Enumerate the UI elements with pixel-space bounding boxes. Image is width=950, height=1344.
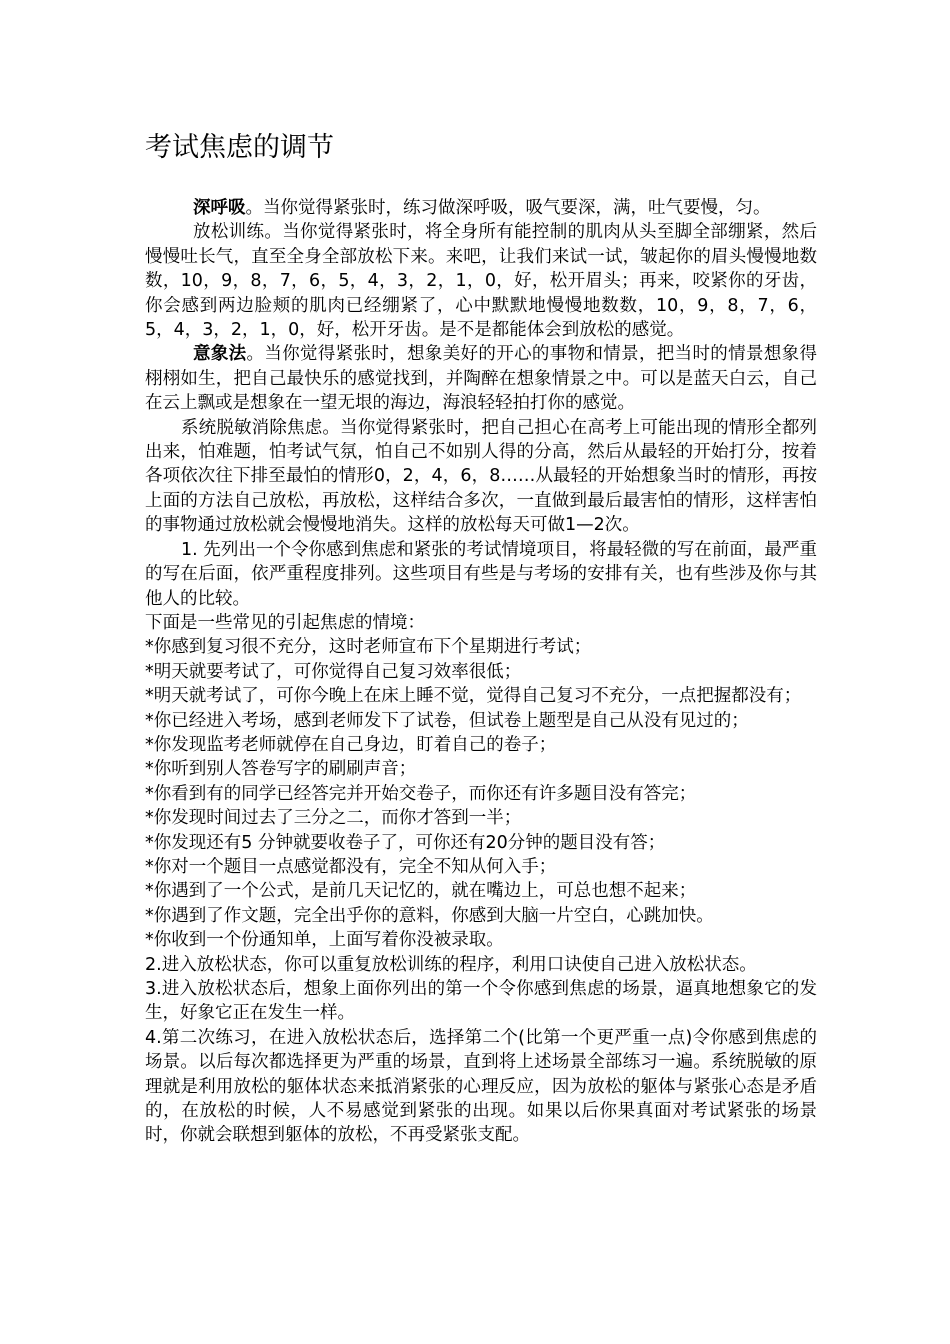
paragraph-step-3: 3.进入放松状态后，想象上面你列出的第一个令你感到焦虑的场景，逼真地想象它的发生，好象它正在发生一样。 [145, 979, 817, 1024]
imagery-heading: 意象法 [193, 344, 247, 365]
deep-breathing-heading: 深呼吸 [193, 198, 246, 218]
document-title: 考试焦虑的调节 [145, 132, 334, 163]
list-item: *你已经进入考场，感到老师发下了试卷，但试卷上题型是自己从没有见过的； [145, 710, 749, 731]
list-item: *你收到一个份通知单，上面写着你没被录取。 [145, 930, 504, 951]
list-item: *你遇到了作文题，完全出乎你的意料，你感到大脑一片空白，心跳加快。 [145, 905, 714, 926]
situation-list [145, 635, 817, 952]
list-item: *明天就要考试了，可你觉得自己复习效率很低； [145, 661, 522, 682]
paragraph-step-1: 1. 先列出一个令你感到焦虑和紧张的考试情境项目，将最轻微的写在前面，最严重的写在后面，依严重程度排列。这些项目有些是与考场的安排有关，也有些涉及你与其他人的比较。 [145, 539, 817, 609]
list-item: *明天就考试了，可你今晚上在床上睡不觉，觉得自己复习不充分，一点把握都没有； [145, 686, 802, 707]
list-item: *你感到复习很不充分，这时老师宣布下个星期进行考试； [145, 637, 592, 658]
paragraph-step-2: 2.进入放松状态，你可以重复放松训练的程序，利用口诀使自己进入放松状态。 [145, 954, 757, 975]
list-item: *你遇到了一个公式，是前几天记忆的，就在嘴边上，可总也想不起来； [145, 881, 697, 902]
list-item: *你看到有的同学已经答完并开始交卷子，而你还有许多题目没有答完； [145, 783, 697, 804]
paragraph-systematic-desensitization: 系统脱敏消除焦虑。当你觉得紧张时，把自己担心在高考上可能出现的情形全都列出来，怕难题，怕考试气氛，怕自己不如别人得的分高，然后从最轻的开始打分，按着各项依次往下排至最怕的情形0，2，4，6，8……从最轻的开始想象当时的情形，再按上面的方法自己放松，再放松，这样结合多次，一直做到最后最害怕的情形，这样害怕的事物通过放松就会慢慢地消失。这样的放松每天可做1—2次。 [145, 417, 817, 536]
list-item: *你听到别人答卷写字的刷刷声音； [145, 759, 417, 780]
paragraph-imagery [145, 342, 817, 415]
imagery-text: 。当你觉得紧张时，想象美好的开心的事物和情景，把当时的情景想象得栩栩如生，把自己最快乐的感觉找到，并陶醉在想象情景之中。可以是蓝天白云，自己在云上飘或是想象在一望无垠的海边，海浪轻轻拍打你的感觉。 [145, 344, 817, 414]
list-item: *你发现监考老师就停在自己身边，盯着自己的卷子； [145, 734, 557, 755]
paragraph-step-4: 4.第二次练习，在进入放松状态后，选择第二个(比第一个更严重一点)令你感到焦虑的场景。以后每次都选择更为严重的场景，直到将上述场景全部练习一遍。系统脱敏的原理就是利用放松的躯体状态来抵消紧张的心理反应，因为放松的躯体与紧张心态是矛盾的，在放松的时候，人不易感觉到紧张的出现。如果以后你果真面对考试紧张的场景时，你就会联想到躯体的放松，不再受紧张支配。 [145, 1027, 817, 1146]
paragraph-situations-intro: 下面是一些常见的引起焦虑的情境： [145, 612, 425, 633]
list-item: *你对一个题目一点感觉都没有，完全不知从何入手； [145, 856, 557, 877]
document-body [145, 196, 817, 1148]
list-item: *你发现时间过去了三分之二，而你才答到一半； [145, 808, 522, 829]
deep-breathing-text: 。当你觉得紧张时，练习做深呼吸，吸气要深，满，吐气要慢，匀。 [245, 198, 771, 218]
paragraph-relaxation-training: 放松训练。当你觉得紧张时，将全身所有能控制的肌肉从头至脚全部绷紧，然后慢慢吐长气，直至全身全部放松下来。来吧，让我们来试一试，皱起你的眉头慢慢地数数，10，9，8，7，6，5，4，3，2，1，0，好，松开眉头；再来，咬紧你的牙齿，你会感到两边脸颊的肌肉已经绷紧了，心中默默地慢慢地数数，10，9，8，7，6，5，4，3，2，1，0，好，松开牙齿。是不是都能体会到放松的感觉。 [145, 222, 817, 341]
list-item: *你发现还有5 分钟就要收卷子了，可你还有20分钟的题目没有答； [145, 832, 666, 853]
paragraph-deep-breathing [145, 196, 817, 220]
